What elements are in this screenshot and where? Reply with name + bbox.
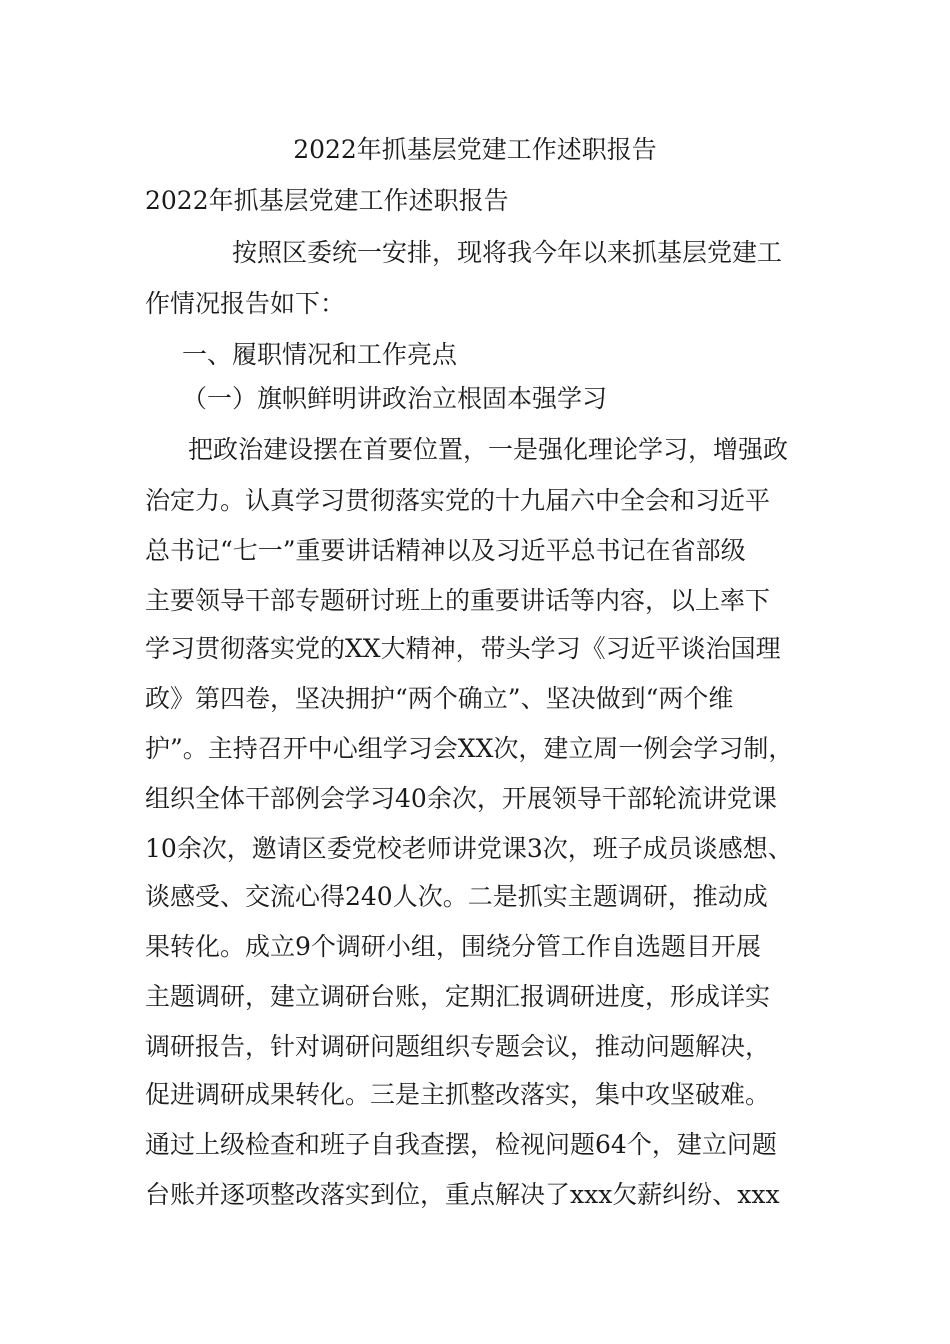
body-line: 10余次，邀请区委党校老师讲党课3次，班子成员谈感想、 [145,834,793,863]
body-line: 政》第四卷，坚决拥护“两个确立”、坚决做到“两个维 [145,684,734,713]
document-title: 2022年抓基层党建工作述职报告 [293,135,657,164]
body-line: 谈感受、交流心得240人次。二是抓实主题调研，推动成 [145,882,768,911]
intro-line: 作情况报告如下： [145,289,346,318]
body-line: 通过上级检查和班子自我查摆，检视问题64个，建立问题 [145,1130,777,1159]
intro-line: 按照区委统一安排，现将我今年以来抓基层党建工 [232,238,783,267]
body-line: 总书记“七一”重要讲话精神以及习近平总书记在省部级 [145,536,746,565]
section-heading: 一、履职情况和工作亮点 [182,340,458,369]
body-line: 把政治建设摆在首要位置，一是强化理论学习，增强政 [188,435,789,464]
body-line: 护”。主持召开中心组学习会XX次，建立周一例会学习制， [145,734,794,763]
subsection-heading: （一）旗帜鲜明讲政治立根固本强学习 [182,384,608,413]
body-line: 果转化。成立9个调研小组，围绕分管工作自选题目开展 [145,932,761,961]
body-line: 主题调研，建立调研台账，定期汇报调研进度，形成详实 [145,982,771,1011]
body-line: 组织全体干部例会学习40余次，开展领导干部轮流讲党课 [145,784,777,813]
body-line: 治定力。认真学习贯彻落实党的十九届六中全会和习近平 [145,486,771,515]
document-subtitle: 2022年抓基层党建工作述职报告 [145,186,509,215]
body-line: 促进调研成果转化。三是主抓整改落实，集中攻坚破难。 [145,1080,771,1109]
body-line: 主要领导干部专题研讨班上的重要讲话等内容，以上率下 [145,586,771,615]
body-line: 台账并逐项整改落实到位，重点解决了xxx欠薪纠纷、xxx [145,1180,780,1209]
body-line: 调研报告，针对调研问题组织专题会议，推动问题解决， [145,1032,771,1061]
body-line: 学习贯彻落实党的XX大精神，带头学习《习近平谈治国理 [145,634,781,663]
